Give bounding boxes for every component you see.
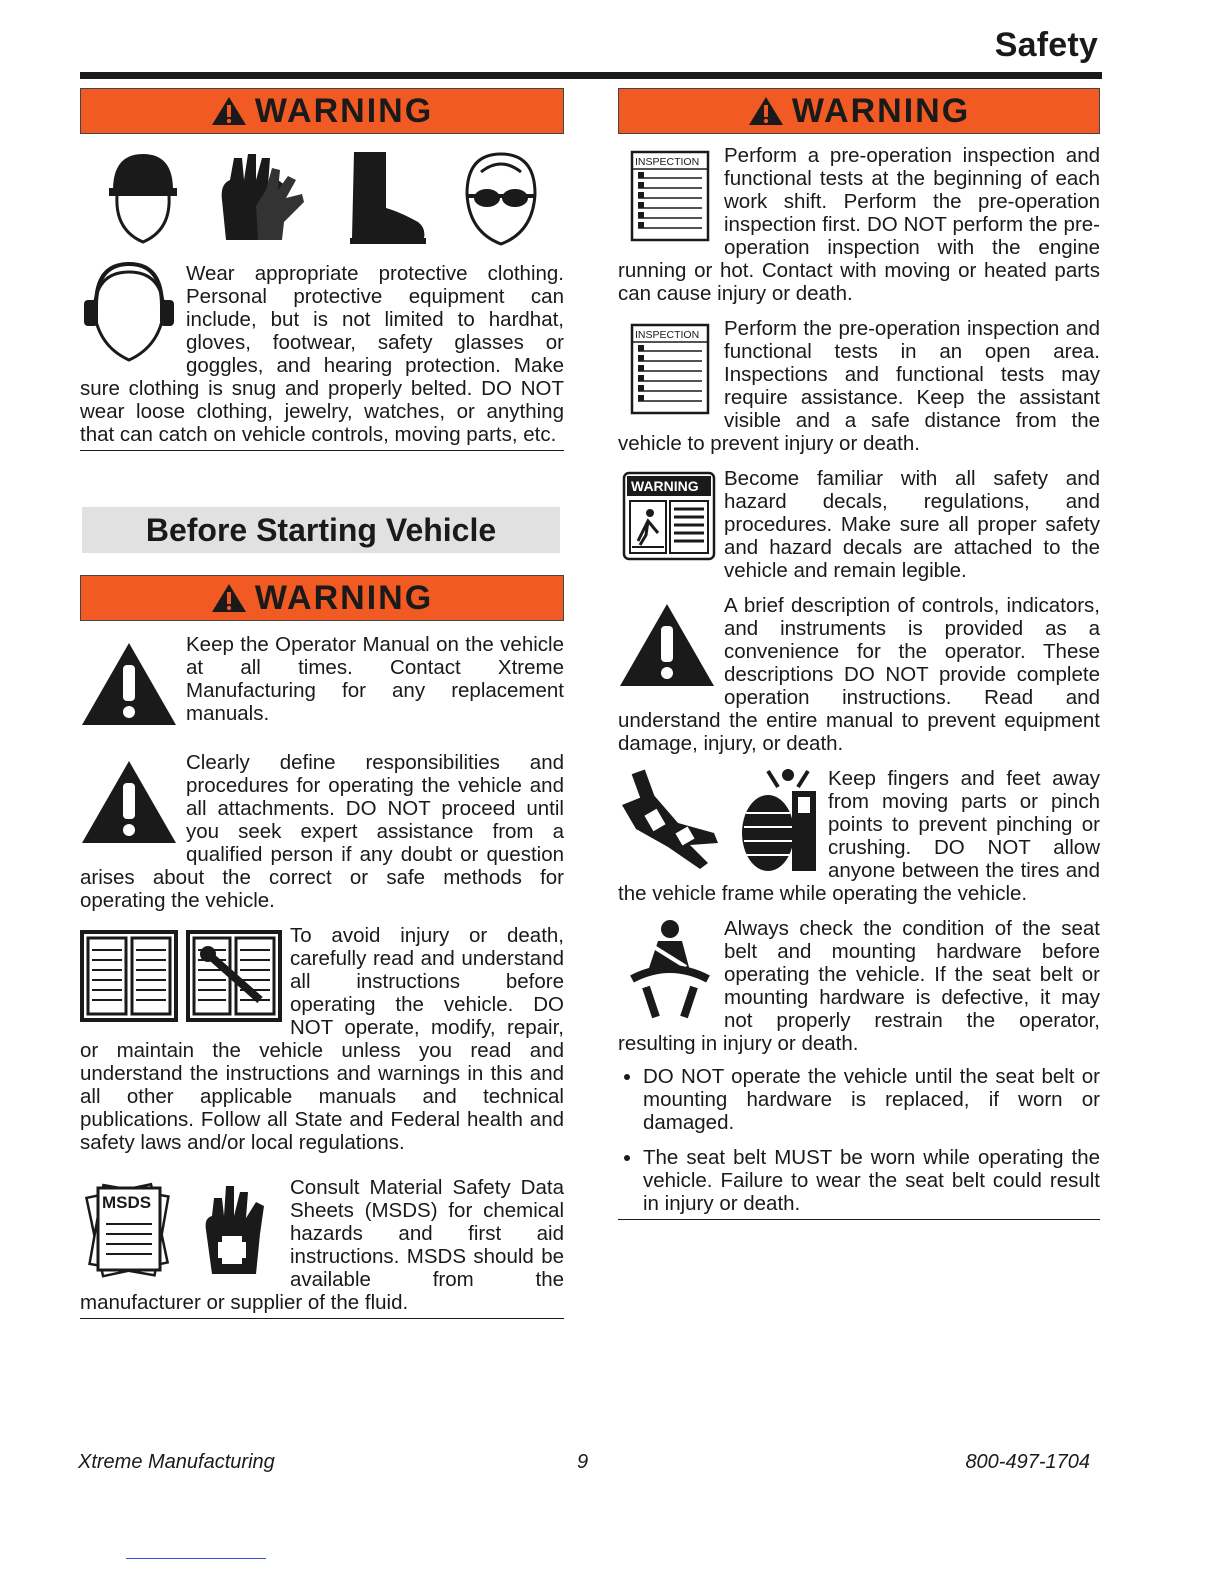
warning-text: WARNING: [254, 578, 434, 617]
open-area-text: Perform the pre-operation inspection and functional tests in an open area. Inspections and functional tests may require assistance. Keep the assistant visible and a safe distance from the vehicle to prevent injury or death.: [618, 317, 1100, 455]
divider: [618, 1219, 1100, 1220]
responsibilities-text: Clearly define responsibilities and procedures for operating the vehicle and all attachments. DO NOT proceed until you seek expert assistance from a qualified person if any doubt or question arises about the correct or safe methods for operating the vehicle.: [80, 751, 564, 912]
footer-page-number: 9: [577, 1451, 589, 1473]
pinch-points-text: Keep fingers and feet away from moving parts or pinch points to prevent pinching or crushing. DO NOT allow anyone between the tires and the vehicle frame while operating the vehicle.: [618, 767, 1100, 905]
controls-text: A brief description of controls, indicators, and instruments is provided as a convenience for the operator. These descriptions DO NOT provide complete operation instructions. Read and understand the entire manual to prevent equipment damage, injury, or death.: [618, 594, 1100, 755]
warning-banner: [618, 88, 1100, 134]
responsibilities-paragraph: [80, 751, 564, 912]
inspection-label: INSPECTION: [635, 329, 700, 341]
inspection-checklist-icon: [618, 148, 716, 244]
warning-triangle-icon: [211, 96, 247, 126]
page-title: Safety: [994, 26, 1098, 64]
footer-company: Xtreme Manufacturing: [78, 1451, 275, 1473]
warning-banner: [80, 88, 564, 134]
warning-banner: [80, 575, 564, 621]
seatbelt-bullet-list: [618, 1065, 1100, 1215]
seatbelt-paragraph: [618, 917, 1100, 1055]
alert-triangle-icon: [80, 639, 178, 729]
warning-decal-icon: [618, 469, 716, 565]
warning-triangle-icon: [748, 96, 784, 126]
decal-paragraph: [618, 467, 1100, 582]
decal-label: WARNING: [631, 478, 699, 494]
safety-glasses-icon: [461, 150, 541, 246]
left-column: [80, 88, 564, 1319]
divider: [80, 450, 564, 451]
alert-triangle-icon: [80, 757, 178, 847]
hardhat-icon: [103, 150, 183, 246]
msds-icon: [80, 1178, 282, 1278]
footer-link-line: [126, 1558, 266, 1559]
pinch-point-icon: [618, 767, 820, 871]
manual-paragraph: [80, 633, 564, 725]
alert-triangle-icon: [618, 600, 716, 690]
manual-text: Keep the Operator Manual on the vehicle at all times. Contact Xtreme Manufacturing for any replacement manuals.: [186, 633, 564, 725]
inspection-label: INSPECTION: [635, 156, 700, 168]
list-item: • DO NOT operate the vehicle until the seat belt or mounting hardware is replaced, if worn or damaged.: [643, 1065, 1100, 1134]
right-column: [618, 88, 1100, 1220]
seatbelt-text: Always check the condition of the seat belt and mounting hardware before operating the vehicle. If the seat belt or mounting hardware is defective, it may not properly restrain the operator, resulting in injury or death.: [618, 917, 1100, 1055]
warning-text: WARNING: [254, 91, 434, 130]
inspection-paragraph: [618, 144, 1100, 305]
msds-text: Consult Material Safety Data Sheets (MSDS) for chemical hazards and first aid instructions. MSDS should be available from the manufacturer or supplier of the fluid.: [80, 1176, 564, 1314]
header-rule: [80, 72, 1102, 79]
hearing-protection-icon: [80, 262, 178, 362]
ppe-text: Wear appropriate protective clothing. Personal protective equipment can include, but is not limited to hardhat, gloves, footwear, safety glasses or goggles, and hearing protection. Make sure clothing is snug and properly belted. DO NOT wear loose clothing, jewelry, watches, or anything that can catch on vehicle controls, moving parts, etc.: [80, 262, 564, 446]
read-manual-icon: [80, 930, 282, 1022]
section-title: Before Starting Vehicle: [82, 507, 560, 553]
warning-triangle-icon: [211, 583, 247, 613]
warning-text: WARNING: [791, 91, 971, 130]
seatbelt-icon: [618, 917, 716, 1021]
controls-paragraph: [618, 594, 1100, 755]
boot-icon: [340, 150, 430, 246]
pinch-points-paragraph: [618, 767, 1100, 905]
ppe-paragraph: [80, 262, 564, 446]
ppe-icon-row: [80, 146, 564, 250]
read-manual-text: To avoid injury or death, carefully read and understand all instructions before operating the vehicle. DO NOT operate, modify, repair, or maintain the vehicle unless you read and understand the instructions and warnings in this and all other applicable manuals and technical publications. Follow all State and Federal health and safety laws and/or local regulations.: [80, 924, 564, 1154]
gloves-icon: [214, 150, 310, 246]
read-manual-paragraph: [80, 924, 564, 1154]
inspection-text: Perform a pre-operation inspection and functional tests at the beginning of each work shift. Perform the pre-operation inspection first. DO NOT perform the pre-operation inspection with the engine running or hot. Contact with moving or heated parts can cause injury or death.: [618, 144, 1100, 305]
inspection-checklist-icon: [618, 321, 716, 417]
msds-paragraph: [80, 1176, 564, 1314]
msds-label: MSDS: [102, 1193, 152, 1212]
divider: [80, 1318, 564, 1319]
decal-text: Become familiar with all safety and hazard decals, regulations, and procedures. Make sure all proper safety and hazard decals are attached to the vehicle and remain legible.: [724, 467, 1100, 582]
list-item: • The seat belt MUST be worn while operating the vehicle. Failure to wear the seat belt could result in injury or death.: [643, 1146, 1100, 1215]
open-area-paragraph: [618, 317, 1100, 455]
footer-phone: 800-497-1704: [965, 1451, 1090, 1473]
